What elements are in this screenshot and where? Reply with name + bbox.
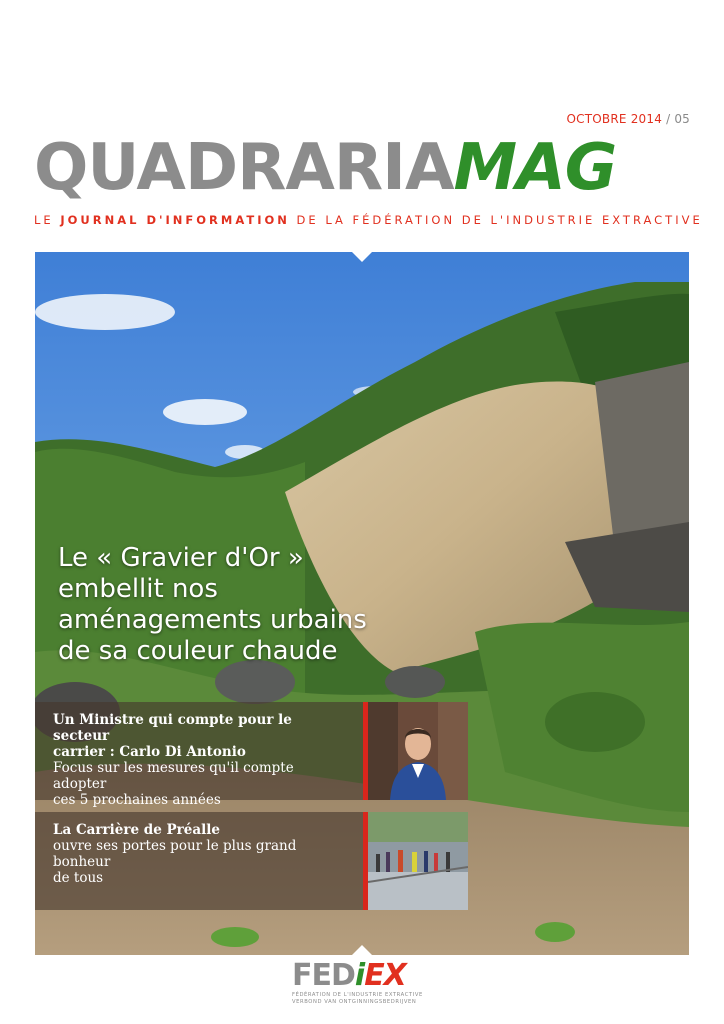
issue-month: OCTOBRE 2014 — [566, 112, 663, 126]
logo-subtitle-fr: FÉDÉRATION DE L'INDUSTRIE EXTRACTIVE — [292, 992, 423, 998]
headline-line: embellit nos — [58, 574, 218, 604]
teaser-prealle-quarry[interactable] — [35, 812, 363, 910]
bottom-notch — [352, 945, 372, 955]
teaser-title-line: La Carrière de Préalle — [53, 822, 220, 838]
teaser-subtitle-line: Focus sur les mesures qu'il compte adopter — [53, 760, 294, 792]
masthead-mag: MAG — [453, 131, 617, 205]
masthead-title — [34, 132, 692, 204]
fediex-wordmark — [292, 960, 432, 992]
teaser-subtitle-line: ces 5 prochaines années — [53, 792, 221, 808]
logo-subtitle-nl: VERBOND VAN ONTGINNINGSBEDRIJVEN — [292, 998, 417, 1005]
headline-line: aménagements urbains — [58, 605, 367, 635]
teaser-minister[interactable] — [35, 702, 363, 808]
logo-fed: FED — [292, 958, 355, 993]
minister-portrait-photo — [368, 702, 468, 800]
headline-line: de sa couleur chaude — [58, 636, 338, 666]
issue-date — [567, 112, 690, 126]
top-notch — [352, 252, 372, 262]
tagline-bold: JOURNAL D'INFORMATION — [60, 213, 290, 227]
masthead-quadraria: QUADRARIA — [34, 131, 454, 205]
teaser-subtitle-line: de tous — [53, 870, 104, 886]
headline-line: Le « Gravier d'Or » — [58, 543, 304, 573]
tagline-before: LE — [34, 213, 61, 227]
fediex-logo — [292, 960, 432, 1010]
teaser-subtitle-line: ouvre ses portes pour le plus grand bonheur — [53, 838, 297, 870]
teaser-title-line: carrier : Carlo Di Antonio — [53, 744, 246, 760]
quarry-visitors-photo — [368, 812, 468, 910]
logo-i: i — [354, 958, 365, 993]
teaser-title-line: Un Ministre qui compte pour le secteur — [53, 712, 292, 744]
tagline-after: DE LA FÉDÉRATION DE L'INDUSTRIE EXTRACTIVE — [289, 213, 703, 227]
tagline — [34, 213, 703, 227]
issue-number: 05 — [674, 112, 690, 126]
cover-headline[interactable] — [58, 543, 438, 667]
visitors-image — [368, 812, 468, 910]
logo-ex: EX — [364, 958, 406, 993]
issue-separator: / — [666, 112, 671, 126]
portrait-image — [368, 702, 468, 800]
